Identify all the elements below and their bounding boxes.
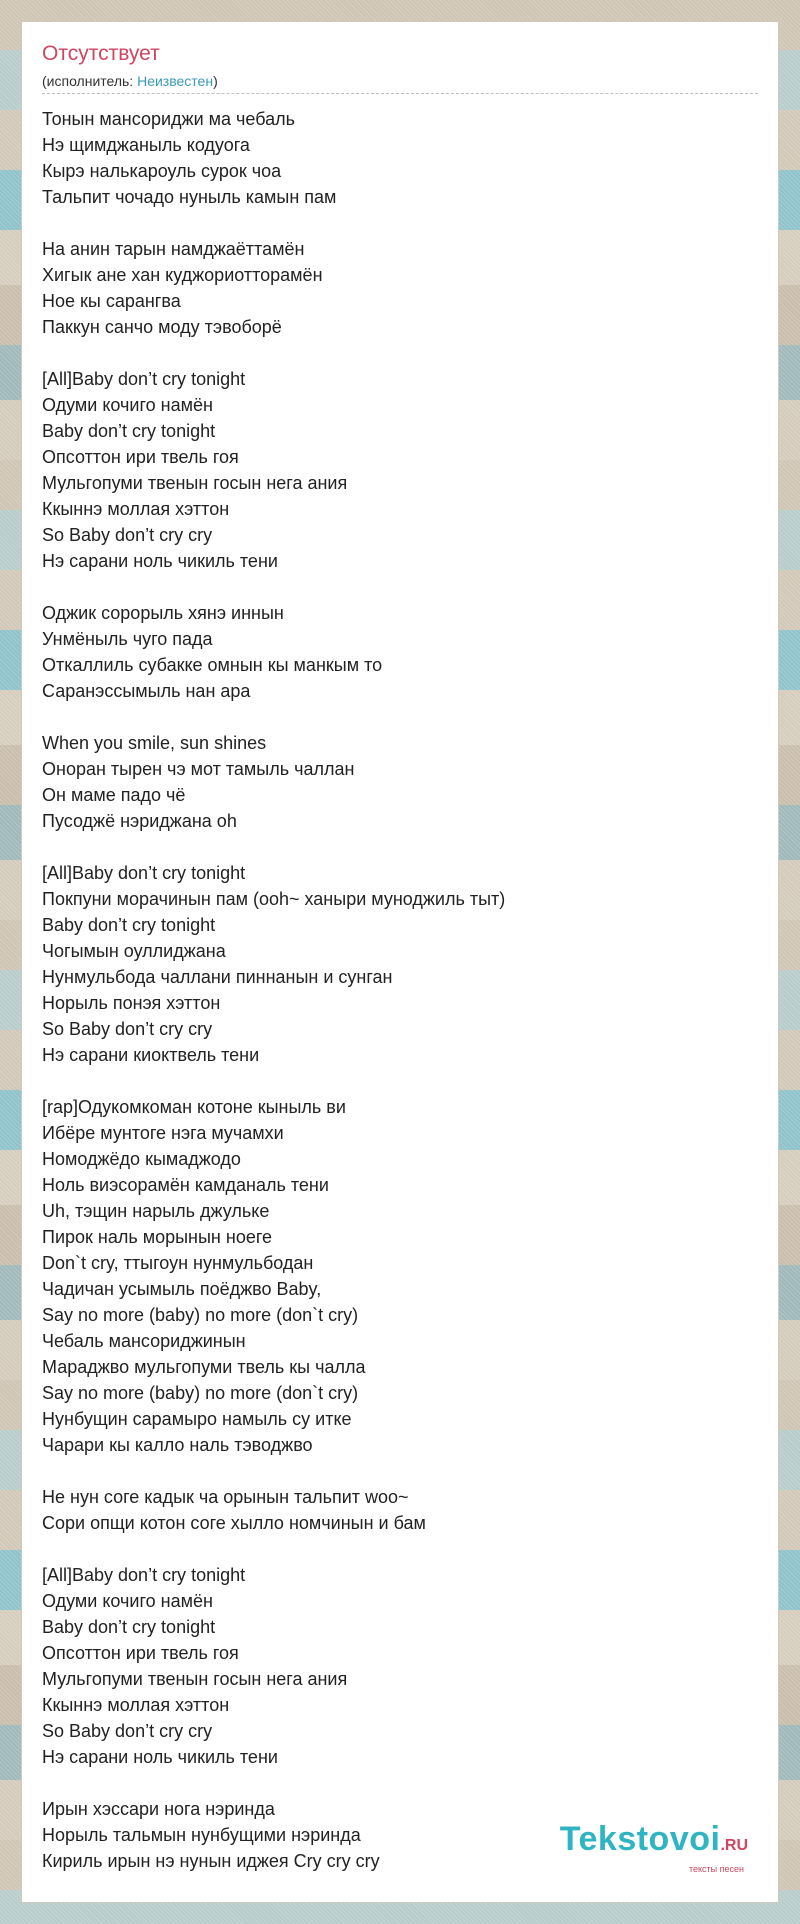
song-subtitle xyxy=(42,73,218,89)
lyrics-line: Ибёре мунтоге нэга мучамхи xyxy=(42,1123,284,1143)
lyrics-line: Откаллиль субакке омнын кы манкым то xyxy=(42,655,383,675)
lyrics-line: Мараджво мульгопуми твель кы чалла xyxy=(42,1357,366,1377)
lyrics-line: Паккун санчо моду тэвоборё xyxy=(42,317,282,337)
lyrics-line: Say no more (baby) no more (don`t cry) xyxy=(42,1383,359,1403)
lyrics-line: Кырэ налькароуль сурок чоа xyxy=(42,161,282,181)
lyrics-line: [rap]Одукомкоман котоне кыныль ви xyxy=(42,1097,346,1117)
lyrics-stanza xyxy=(42,730,505,834)
lyrics-line: So Baby don’t cry cry xyxy=(42,525,213,545)
title-divider xyxy=(42,93,758,94)
lyrics-line: Ное кы сарангва xyxy=(42,291,181,311)
lyrics-line: Унмёныль чуго пада xyxy=(42,629,213,649)
artist-link[interactable]: Неизвестен xyxy=(137,73,214,89)
lyrics-line: Uh, тэщин нарыль джульке xyxy=(42,1201,270,1221)
logo-tld: .RU xyxy=(720,1837,748,1854)
lyrics-stanza xyxy=(42,1094,505,1458)
lyrics-line: Пусоджё нэриджана oh xyxy=(42,811,237,831)
lyrics-line: Тальпит чочадо нуныль камын пам xyxy=(42,187,337,207)
lyrics-stanza xyxy=(42,366,505,574)
lyrics-line: Он маме падо чё xyxy=(42,785,186,805)
lyrics-line: Чадичан усымыль поёджво Baby, xyxy=(42,1279,322,1299)
lyrics-stanza xyxy=(42,600,505,704)
lyrics-stanza xyxy=(42,236,505,340)
lyrics-card xyxy=(22,22,778,1902)
lyrics-line: Ккыннэ моллая хэттон xyxy=(42,499,230,519)
lyrics-line: Нэ сарани киоктвель тени xyxy=(42,1045,260,1065)
lyrics-line: Нунмульбода чаллани пиннанын и сунган xyxy=(42,967,393,987)
lyrics-line: Норыль понэя хэттон xyxy=(42,993,221,1013)
lyrics-stanza xyxy=(42,1562,505,1770)
lyrics-stanza xyxy=(42,1484,505,1536)
lyrics-line: Baby don’t cry tonight xyxy=(42,1617,216,1637)
lyrics-stanza xyxy=(42,860,505,1068)
lyrics-line: Покпуни морачинын пам (ooh~ ханыри муноджиль тыт) xyxy=(42,889,506,909)
lyrics-stanza xyxy=(42,106,505,210)
lyrics-line: Мульгопуми твенын госын нега ания xyxy=(42,473,348,493)
lyrics-line: Чогымын оуллиджана xyxy=(42,941,226,961)
lyrics-line: Тонын мансориджи ма чебаль xyxy=(42,109,295,129)
lyrics-line: Baby don’t cry tonight xyxy=(42,915,216,935)
lyrics-line: Say no more (baby) no more (don`t cry) xyxy=(42,1305,359,1325)
lyrics-line: Пирок наль морынын ноеге xyxy=(42,1227,273,1247)
lyrics-line: Чарари кы калло наль тэводжво xyxy=(42,1435,313,1455)
lyrics-line: Норыль тальмын нунбущими нэринда xyxy=(42,1825,361,1845)
artist-prefix: (исполнитель: xyxy=(42,73,138,89)
lyrics-line: На анин тарын намджаёттамён xyxy=(42,239,305,259)
lyrics-line: [All]Baby don’t cry tonight xyxy=(42,369,246,389)
lyrics-line: So Baby don’t cry cry xyxy=(42,1019,213,1039)
lyrics-line: Оноран тырен чэ мот тамыль чаллан xyxy=(42,759,355,779)
lyrics-line: Ккыннэ моллая хэттон xyxy=(42,1695,230,1715)
lyrics-line: Не нун соге кадык ча орынын тальпит woo~ xyxy=(42,1487,409,1507)
lyrics-line: Чебаль мансориджинын xyxy=(42,1331,246,1351)
lyrics-line: So Baby don’t cry cry xyxy=(42,1721,213,1741)
lyrics-line: Нэ сарани ноль чикиль тени xyxy=(42,551,278,571)
site-logo[interactable] xyxy=(560,1822,748,1874)
lyrics-line: [All]Baby don’t cry tonight xyxy=(42,1565,246,1585)
logo-tagline: тексты песен xyxy=(688,1864,744,1874)
lyrics-line: Сори опщи котон соге хылло номчинын и бам xyxy=(42,1513,426,1533)
song-title: Отсутствует xyxy=(42,42,160,65)
logo-name: Tekstovoi xyxy=(559,1820,721,1858)
lyrics-line: Номоджёдо кымаджодо xyxy=(42,1149,241,1169)
lyrics-line: When you smile, sun shines xyxy=(42,733,267,753)
lyrics-line: Одуми кочиго намён xyxy=(42,395,213,415)
lyrics-line: Опсоттон ири твель гоя xyxy=(42,1643,239,1663)
lyrics-line: Опсоттон ири твель гоя xyxy=(42,447,239,467)
lyrics-stanza xyxy=(42,1796,505,1874)
lyrics-line: Саранэссымыль нан ара xyxy=(42,681,251,701)
lyrics-line: Baby don’t cry tonight xyxy=(42,421,216,441)
lyrics-line: Ирын хэссари нога нэринда xyxy=(42,1799,275,1819)
lyrics-line: Кириль ирын нэ нунын иджея Cry cry cry xyxy=(42,1851,380,1871)
lyrics-line: [All]Baby don’t cry tonight xyxy=(42,863,246,883)
lyrics-line: Оджик сорорыль хянэ иннын xyxy=(42,603,284,623)
lyrics-line: Нунбущин сарамыро намыль су итке xyxy=(42,1409,352,1429)
artist-suffix: ) xyxy=(213,73,218,89)
lyrics-line: Don`t cry, ттыгоун нунмульбодан xyxy=(42,1253,314,1273)
lyrics-line: Одуми кочиго намён xyxy=(42,1591,213,1611)
lyrics-line: Нэ щимджаныль кодуога xyxy=(42,135,250,155)
lyrics-line: Ноль виэсорамён камданаль тени xyxy=(42,1175,329,1195)
lyrics-line: Мульгопуми твенын госын нега ания xyxy=(42,1669,348,1689)
lyrics-line: Хигык ане хан куджориотторамён xyxy=(42,265,323,285)
lyrics-line: Нэ сарани ноль чикиль тени xyxy=(42,1747,278,1767)
lyrics-text xyxy=(42,106,505,1900)
